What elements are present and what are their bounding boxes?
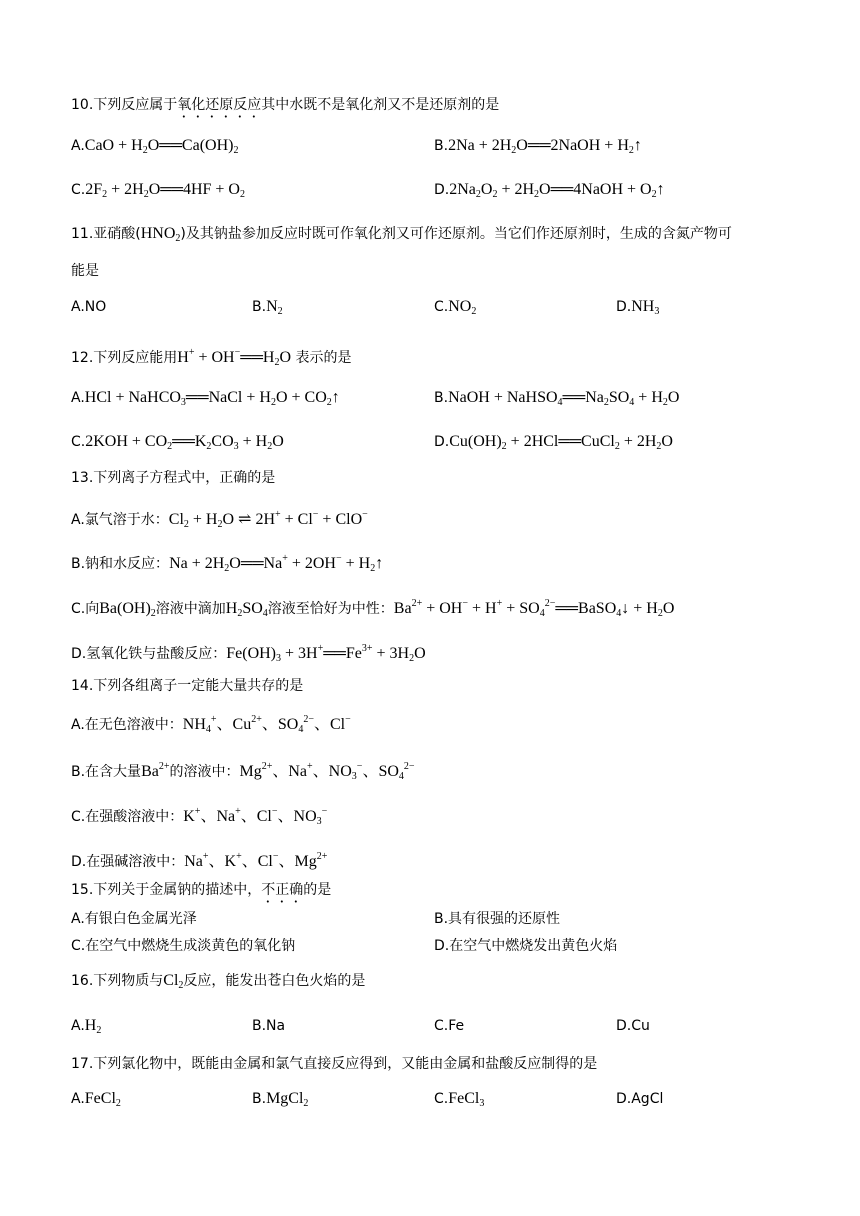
question-17-stem: 17.下列氯化物中，既能由金属和氯气直接反应得到，又能由金属和盐酸反应制得的是 — [71, 1056, 598, 1072]
q11-option-d: $D.NH_3$ — [616, 298, 660, 317]
q14-option-a: A.在无色溶液中：$NH_4^+$、$Cu^{2+}$、$SO_4^{2-}$、Cl− — [71, 714, 351, 735]
q16-option-b: B.Na — [252, 1018, 286, 1034]
q14-option-c: C.在强酸溶液中：K+、Na+、Cl−、$NO_3^-$ — [71, 806, 328, 827]
q17-option-a: A.FeCl$_2$ — [71, 1090, 121, 1109]
q15-option-c: C.在空气中燃烧生成淡黄色的氧化钠 — [71, 938, 296, 954]
question-13-stem: 13.下列离子方程式中，正确的是 — [71, 470, 276, 486]
question-11-stem: 11.亚硝酸$(HNO_2)$及其钠盐参加反应时既可作氧化剂又可作还原剂。当它们作还原剂时，生成的含氮产物可 — [71, 225, 732, 244]
question-10-stem: 10.下列反应属于氧化还原反应其中水既不是氧化剂又不是还原剂的是 — [71, 97, 500, 113]
q17-option-b: B.MgCl$_2$ — [252, 1090, 309, 1109]
q10-option-a: $A.CaO + H_2O══Ca(OH)_2$ — [71, 137, 239, 156]
q13-option-d: D.氢氧化铁与盐酸反应：$Fe(OH)_3$ + $3H^+══Fe^{3+} + 3H_2O$ — [71, 643, 426, 664]
q12-option-c: $C.2KOH + CO_2══K_2CO_3 + H_2O$ — [71, 433, 284, 452]
q12-option-b: B.NaOH + $NaHSO_4══Na_2SO_4 + H_2O$ — [434, 389, 680, 408]
question-12-stem: 12.下列反应能用$H^+ + OH^-══H_2O$ 表示的是 — [71, 347, 352, 368]
question-14-stem: 14.下列各组离子一定能大量共存的是 — [71, 678, 304, 694]
q14-option-b: B.在含大量$Ba^{2+}$的溶液中：$Mg^{2+}$、Na+、$NO_3^-$、$SO_4^{2-}$ — [71, 761, 415, 782]
q15-option-a: A.有银白色金属光泽 — [71, 911, 197, 927]
q11-option-b: $B.N_2$ — [252, 298, 283, 317]
q15-option-d: D.在空气中燃烧发出黄色火焰 — [434, 938, 618, 954]
q13-option-a: A.氯气溶于水：$Cl_2 + H_2O$ ⇌ 2H+ + Cl− + ClO− — [71, 509, 368, 530]
q10-option-b: $B.2Na + 2H_2O══2NaOH$ + $H_2↑$ — [434, 137, 642, 156]
q12-option-a: A.HCl + NaHCO$_3$══NaCl + $H_2O$ + $CO_2↑$ — [71, 389, 340, 408]
q16-option-a: $A.H_2$ — [71, 1017, 102, 1036]
question-15-stem: 15.下列关于金属钠的描述中，不正确的是 — [71, 882, 332, 898]
q17-option-d: D.AgCl — [616, 1091, 664, 1107]
q11-option-c: $C.NO_2$ — [434, 298, 477, 317]
q15-option-b: B.具有很强的还原性 — [434, 911, 561, 927]
q14-option-d: D.在强碱溶液中：Na+、K+、Cl−、$Mg^{2+}$ — [71, 851, 328, 870]
q12-option-d: $D.Cu(OH)_2$ + 2HCl══CuCl$_2$ + $2H_2O$ — [434, 433, 673, 452]
question-16-stem: 16.下列物质与$Cl_2$反应，能发出苍白色火焰的是 — [71, 972, 366, 991]
question-11-stem-cont: 能是 — [71, 263, 99, 279]
q16-option-d: D.Cu — [616, 1018, 650, 1034]
q11-option-a: A.NO — [71, 299, 107, 315]
q17-option-c: C.FeCl$_3$ — [434, 1090, 485, 1109]
q10-option-d: $D.2Na_2O_2$ + $2H_2O══4NaOH$ + $O_2↑$ — [434, 181, 665, 200]
q16-option-c: C.Fe — [434, 1018, 465, 1034]
q13-option-b: B.钠和水反应：$Na + 2H_2O══Na^+ + 2OH^-$ + $H_2↑$ — [71, 553, 384, 574]
q13-option-c: C.向$Ba(OH)_2$溶液中滴加$H_2SO_4$溶液至恰好为中性：$Ba^{2+} + OH^- + H^+$ + $SO_4^{2-}══BaSO_4↓ + H_2O$ — [71, 598, 675, 619]
q10-option-c: $C.2F_2$ + $2H_2O══4HF + O_2$ — [71, 181, 245, 200]
